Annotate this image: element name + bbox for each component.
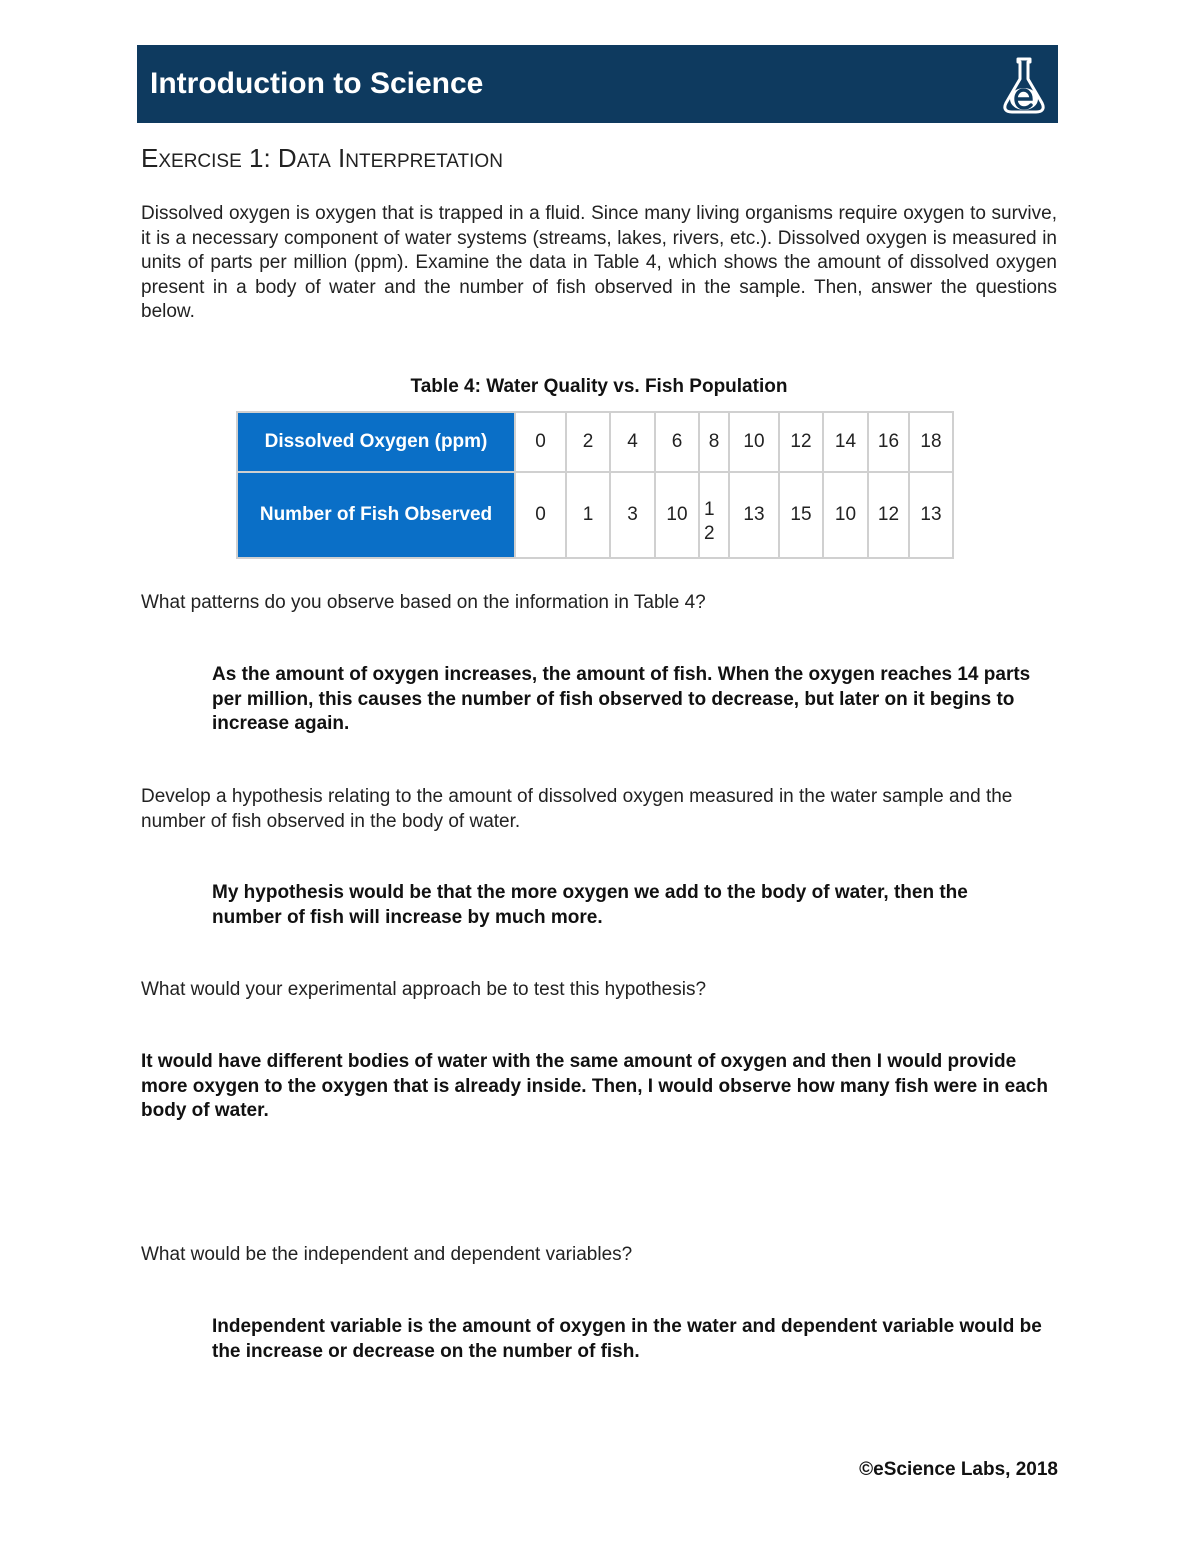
flask-e-icon <box>998 53 1050 115</box>
table-row <box>237 472 953 558</box>
answer-2: My hypothesis would be that the more oxygen we add to the body of water, then the number of fish will increase by much more. <box>212 882 968 928</box>
table-cell: 0 <box>515 412 566 472</box>
table-cell: 13 <box>729 472 779 558</box>
question-1: What patterns do you observe based on the information in Table 4? <box>141 592 706 613</box>
intro-paragraph: Dissolved oxygen is oxygen that is trapped in a fluid. Since many living organisms require oxygen to survive, it is a necessary component of water systems (streams, lakes, rivers, etc.). Dissolved oxygen is measured in units of parts per million (ppm). Examine the data in Table 4, which shows the amount of dissolved oxygen present in a body of water and the number of fish observed in the sample. Then, answer the questions below. <box>141 203 1057 322</box>
answer-3: It would have different bodies of water with the same amount of oxygen and then I would provide more oxygen to the oxygen that is already inside. Then, I would observe how many fish were in each body of water. <box>141 1051 1048 1121</box>
question-4: What would be the independent and dependent variables? <box>141 1244 633 1265</box>
header-title: Introduction to Science <box>150 67 484 100</box>
table-cell: 18 <box>909 412 953 472</box>
title-part: NTERPRETATION <box>345 151 503 172</box>
title-part: 1: D <box>241 143 297 173</box>
table-cell: 1 <box>566 472 610 558</box>
table-cell: 4 <box>610 412 655 472</box>
table-cell: 12 <box>868 472 909 558</box>
table-cell: 3 <box>610 472 655 558</box>
table-caption: Table 4: Water Quality vs. Fish Population <box>410 376 788 397</box>
table-cell: 10 <box>729 412 779 472</box>
table-cell: 15 <box>779 472 823 558</box>
table-cell: 12 <box>779 412 823 472</box>
table-cell: 16 <box>868 412 909 472</box>
question-3: What would your experimental approach be to test this hypothesis? <box>141 979 707 1000</box>
table-cell: 10 <box>655 472 699 558</box>
title-part: XERCISE <box>158 151 242 172</box>
header-banner <box>137 45 1058 123</box>
data-table <box>236 411 954 559</box>
table-cell <box>699 472 729 558</box>
row-header-fish: Number of Fish Observed <box>237 472 515 558</box>
table-cell: 0 <box>515 472 566 558</box>
cell-value: 12 <box>704 499 715 544</box>
title-part: E <box>141 143 159 173</box>
table-cell: 8 <box>699 412 729 472</box>
question-2: Develop a hypothesis relating to the amount of dissolved oxygen measured in the water sample and the number of fish observed in the body of water. <box>141 786 1013 832</box>
exercise-title <box>141 143 503 174</box>
table-cell: 14 <box>823 412 868 472</box>
title-part: I <box>330 143 346 173</box>
table-cell: 2 <box>566 412 610 472</box>
table-cell: 6 <box>655 412 699 472</box>
table-cell: 10 <box>823 472 868 558</box>
table-row <box>237 412 953 472</box>
table-cell: 13 <box>909 472 953 558</box>
title-part: ATA <box>296 151 331 172</box>
answer-1: As the amount of oxygen increases, the amount of fish. When the oxygen reaches 14 parts per million, this causes the number of fish observed to decrease, but later on it begins to increase again. <box>212 664 1031 734</box>
footer-copyright: ©eScience Labs, 2018 <box>859 1459 1058 1480</box>
row-header-oxygen: Dissolved Oxygen (ppm) <box>237 412 515 472</box>
answer-4: Independent variable is the amount of oxygen in the water and dependent variable would be the increase or decrease on the number of fish. <box>212 1316 1042 1362</box>
